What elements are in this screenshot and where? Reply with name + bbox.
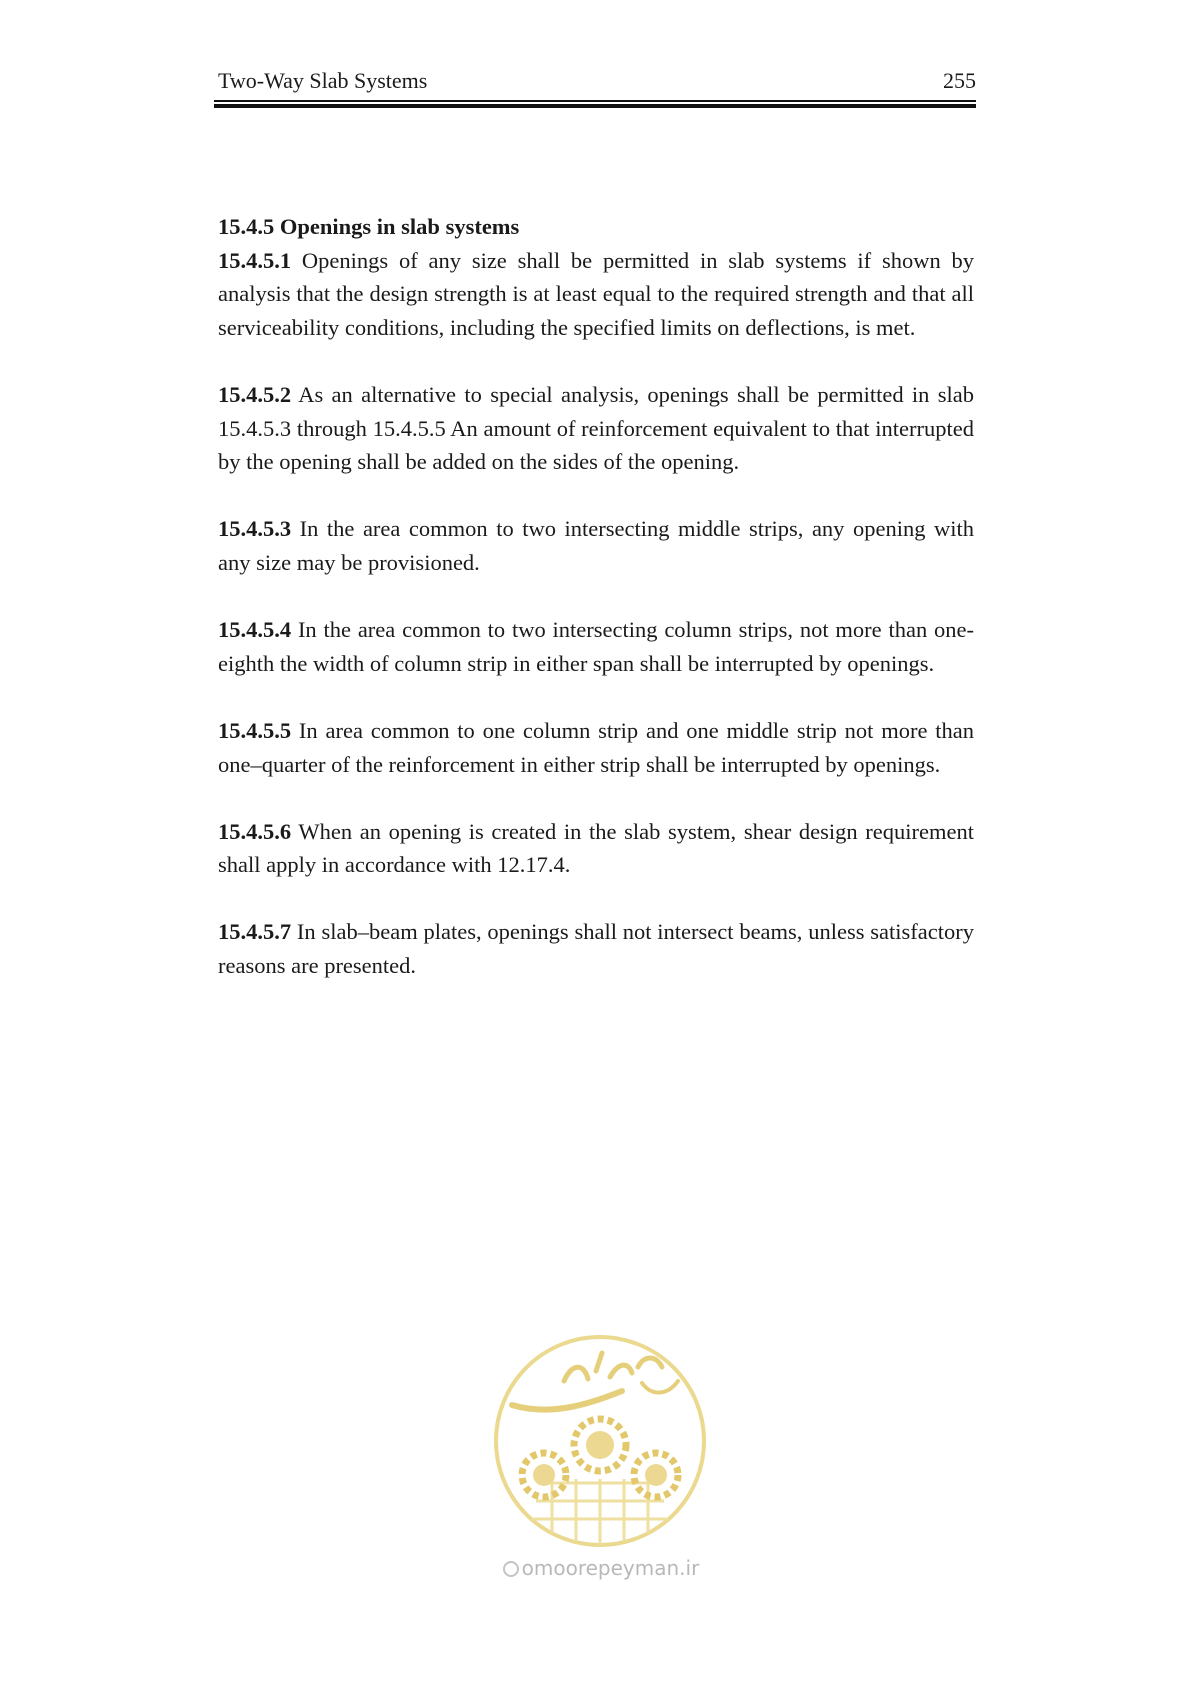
watermark-site-text: omoorepeyman.ir xyxy=(521,1556,700,1580)
clause-number: 15.4.5.3 xyxy=(218,516,292,542)
clause-paragraph xyxy=(218,915,974,982)
page-number: 255 xyxy=(943,68,976,93)
clause-text: In the area common to two intersecting column strips, not more than one-eighth the width of column strip in either span shall be interrupted by openings. xyxy=(218,617,974,676)
header-rule-thin xyxy=(214,100,976,102)
watermark-site xyxy=(496,1556,706,1580)
clause-number: 15.4.5.6 xyxy=(218,818,292,844)
clause-paragraph xyxy=(218,244,974,345)
clause-text: In slab–beam plates, openings shall not intersect beams, unless satisfactory reasons are presented. xyxy=(218,919,974,979)
clause-text: In area common to one column strip and one middle strip not more than one–quarter of the reinforcement in either strip shall be interrupted by openings. xyxy=(218,717,974,777)
clause-paragraph xyxy=(218,613,974,680)
header-rule-thick xyxy=(214,104,976,108)
body-content xyxy=(218,210,974,1016)
clause-paragraph xyxy=(218,378,974,479)
section-heading: 15.4.5 Openings in slab systems xyxy=(218,214,520,239)
globe-icon xyxy=(503,1561,519,1577)
running-header-title: Two-Way Slab Systems xyxy=(218,68,428,93)
watermark-logo-icon xyxy=(492,1333,708,1549)
clause-paragraph xyxy=(218,512,974,579)
clause-text: As an alternative to special analysis, openings shall be permitted in slab 15.4.5.3 through 15.4.5.5 An amount of reinforcement equivalent to that interrupted by the opening shall be added on the sides of the opening. xyxy=(218,381,974,475)
running-header xyxy=(218,66,976,96)
clause-text: Openings of any size shall be permitted in slab systems if shown by analysis that the design strength is at least equal to the required strength and that all serviceability conditions, including the specified limits on deflections, is met. xyxy=(218,247,974,340)
clause-text: When an opening is created in the slab system, shear design requirement shall apply in accordance with 12.17.4. xyxy=(218,818,974,878)
clause-number: 15.4.5.2 xyxy=(218,381,292,407)
watermark-logo-text: امورپیمان xyxy=(597,1373,603,1374)
clause-number: 15.4.5.7 xyxy=(218,919,292,945)
clause-paragraph xyxy=(218,714,974,781)
clause-paragraph xyxy=(218,815,974,882)
clause-text: In the area common to two intersecting middle strips, any opening with any size may be provisioned. xyxy=(218,516,974,575)
clause-number: 15.4.5.5 xyxy=(218,717,292,743)
clause-number: 15.4.5.1 xyxy=(218,247,292,273)
clause-number: 15.4.5.4 xyxy=(218,617,292,643)
